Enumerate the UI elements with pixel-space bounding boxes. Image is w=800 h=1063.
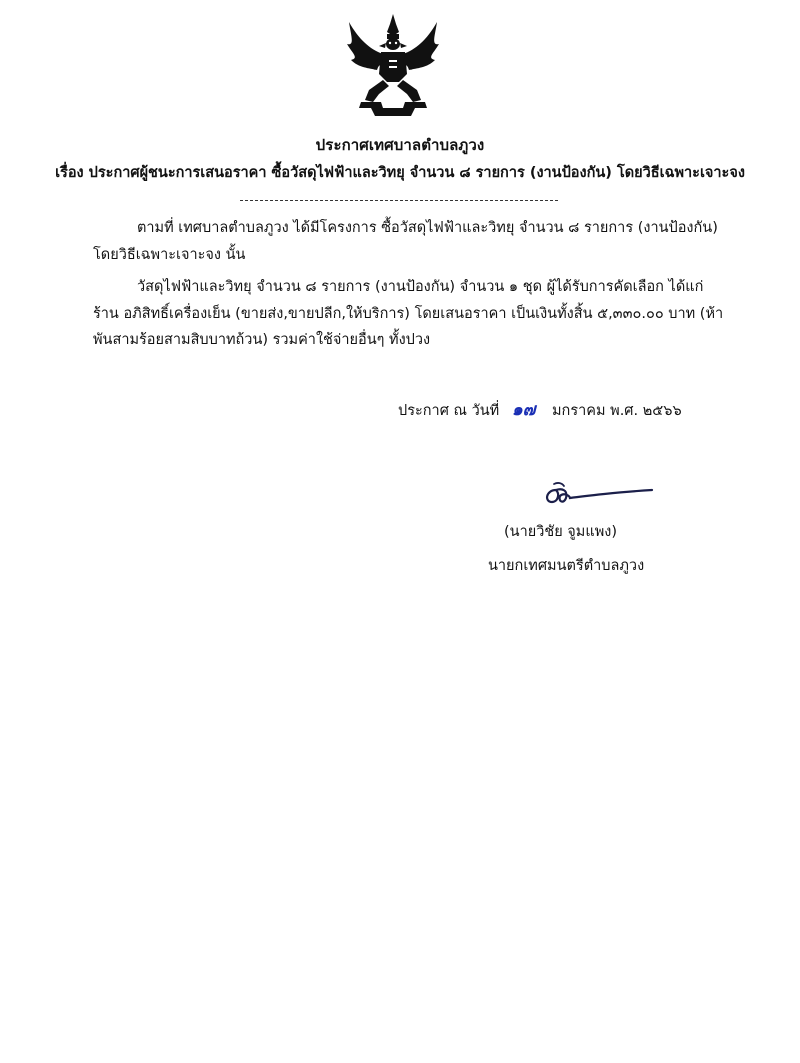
date-prefix: ประกาศ ณ วันที่: [398, 403, 500, 419]
body-paragraph-2: วัสดุไฟฟ้าและวิทยุ จำนวน ๘ รายการ (งานป้องกัน) จำนวน ๑ ชุด ผู้ได้รับการคัดเลือก ได้แก่ ร้าน อภิสิทธิ์เครื่องเย็น (ขายส่ง,ขายปลีก,ให้บริการ) โดยเสนอราคา เป็นเงินทั้งสิ้น ๕,๓๓๐.๐๐ บาท (ห้าพันสามร้อยสามสิบบาทถ้วน) รวมค่าใช้จ่ายอื่นๆ ทั้งปวง: [93, 279, 724, 348]
garuda-emblem-icon: [337, 10, 449, 122]
date-month-year: มกราคม พ.ศ. ๒๕๖๖: [552, 403, 682, 419]
body-paragraph-1: ตามที่ เทศบาลตำบลภูวง ได้มีโครงการ ซื้อวัสดุไฟฟ้าและวิทยุ จำนวน ๘ รายการ (งานป้องกัน) โดยวิธีเฉพาะเจาะจง นั้น: [93, 220, 718, 263]
signature-mark: [540, 480, 655, 510]
announcement-date: [398, 396, 682, 423]
signer-name: (นายวิชัย จูมแพง): [504, 524, 617, 540]
announcement-subject: เรื่อง ประกาศผู้ชนะการเสนอราคา ซื้อวัสดุไฟฟ้าและวิทยุ จำนวน ๘ รายการ (งานป้องกัน) โดยวิธีเฉพาะเจาะจง: [55, 165, 745, 181]
signer-position: นายกเทศมนตรีตำบลภูวง: [488, 558, 645, 574]
divider-line: [240, 200, 558, 201]
date-day-handwritten: ๑๗: [511, 400, 536, 420]
agency-title: ประกาศเทศบาลตำบลภูวง: [315, 136, 485, 154]
